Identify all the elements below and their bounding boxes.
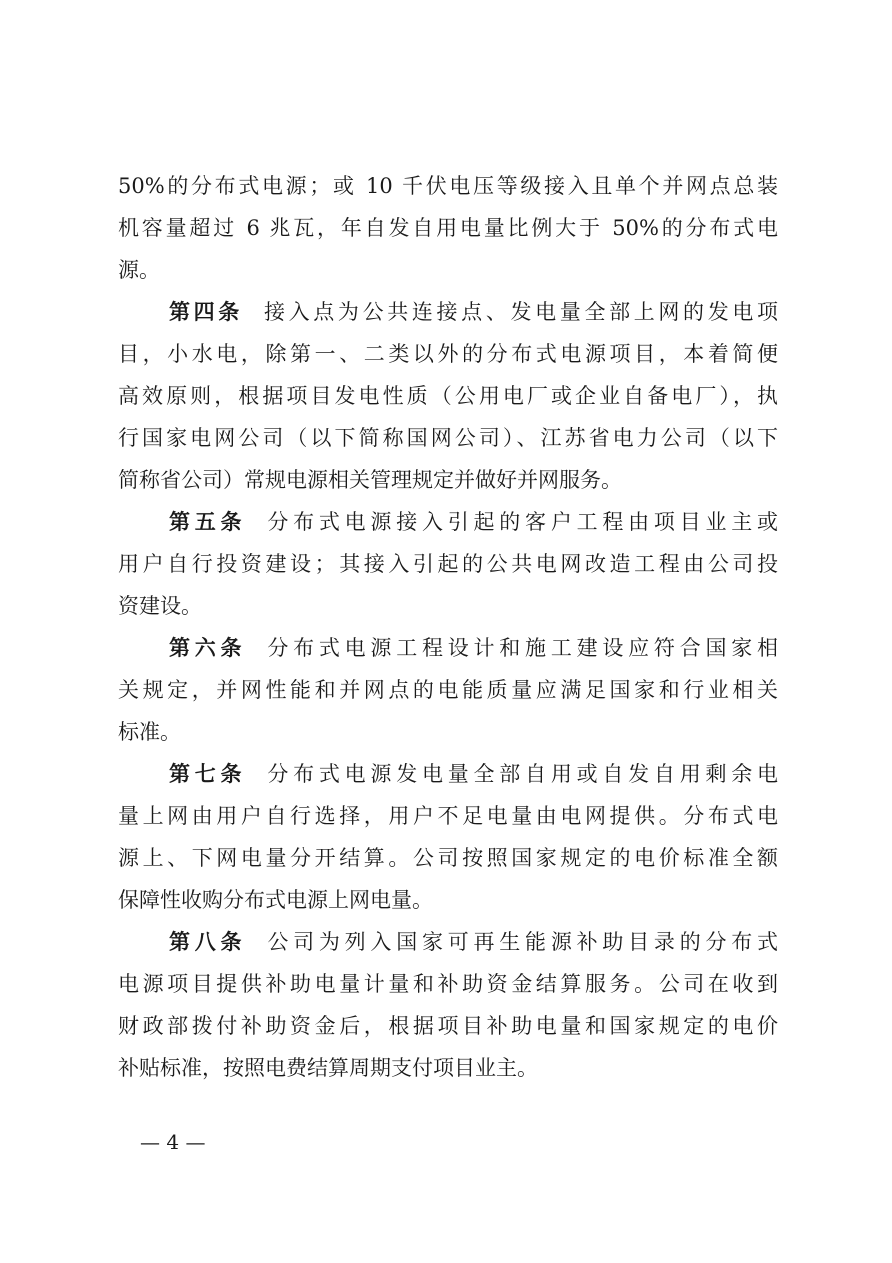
article-number: 第六条 [169, 635, 247, 660]
text-line: 分布式电源发电量全部自用或自发自用剩余电 [267, 762, 779, 786]
article-first-line [118, 291, 778, 333]
text-line: 资建设。 [118, 594, 202, 618]
text-line: 机容量超过 6 兆瓦，年自发自用电量比例大于 50%的分布式电 [118, 216, 778, 240]
text-line: 分布式电源工程设计和施工建设应符合国家相 [267, 636, 779, 660]
article-4 [118, 291, 778, 501]
text-line: 保障性收购分布式电源上网电量。 [118, 888, 433, 912]
text-line: 财政部拨付补助资金后，根据项目补助电量和国家规定的电价 [118, 1014, 778, 1038]
text-line: 简称省公司）常规电源相关管理规定并做好并网服务。 [118, 468, 622, 492]
text-line: 源上、下网电量分开结算。公司按照国家规定的电价标准全额 [118, 846, 778, 870]
text-line: 行国家电网公司（以下简称国网公司）、江苏省电力公司（以下 [118, 426, 778, 450]
text-line: 目，小水电，除第一、二类以外的分布式电源项目，本着简便 [118, 342, 778, 366]
article-8 [118, 921, 778, 1089]
text-line: 源。 [118, 258, 160, 282]
article-first-line [118, 627, 778, 669]
page-number: — 4 — [140, 1130, 206, 1154]
text-line: 量上网由用户自行选择，用户不足电量由电网提供。分布式电 [118, 804, 778, 828]
text-line: 50%的分布式电源；或 10 千伏电压等级接入且单个并网点总装 [118, 174, 778, 198]
article-6 [118, 627, 778, 753]
text-line: 标准。 [118, 720, 181, 744]
article-number: 第四条 [169, 299, 243, 324]
article-number: 第七条 [169, 761, 247, 786]
document-body [118, 165, 778, 1089]
text-line: 分布式电源接入引起的客户工程由项目业主或 [267, 510, 779, 534]
text-line: 关规定，并网性能和并网点的电能质量应满足国家和行业相关 [118, 678, 778, 702]
text-line: 补贴标准，按照电费结算周期支付项目业主。 [118, 1056, 538, 1080]
text-line: 用户自行投资建设；其接入引起的公共电网改造工程由公司投 [118, 552, 778, 576]
article-5 [118, 501, 778, 627]
continuation-paragraph [118, 165, 778, 291]
article-7 [118, 753, 778, 921]
article-number: 第五条 [169, 509, 247, 534]
text-line: 接入点为公共连接点、发电量全部上网的发电项 [263, 300, 779, 324]
article-first-line [118, 753, 778, 795]
text-line: 高效原则，根据项目发电性质（公用电厂或企业自备电厂），执 [118, 384, 778, 408]
text-line: 电源项目提供补助电量计量和补助资金结算服务。公司在收到 [118, 972, 778, 996]
article-first-line [118, 921, 778, 963]
article-first-line [118, 501, 778, 543]
text-line: 公司为列入国家可再生能源补助目录的分布式 [267, 930, 779, 954]
article-number: 第八条 [169, 929, 247, 954]
